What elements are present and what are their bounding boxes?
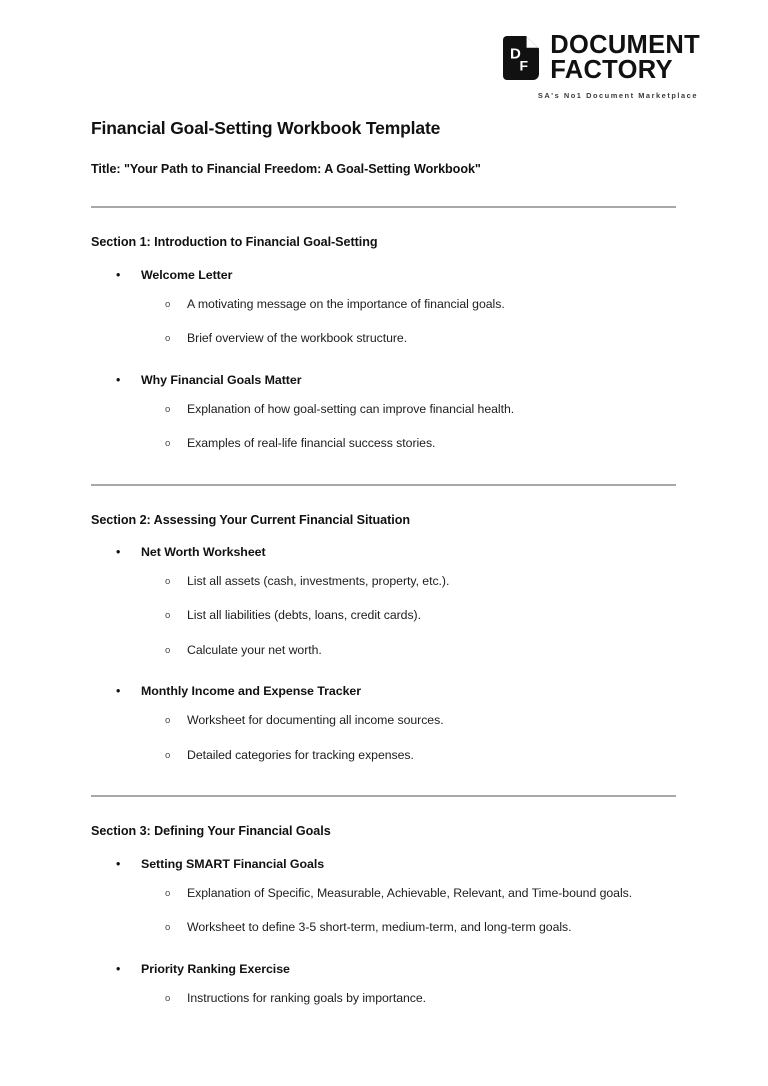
list-item-label: Why Financial Goals Matter	[141, 372, 302, 387]
list-item-label: Setting SMART Financial Goals	[141, 856, 325, 871]
sub-list-item	[141, 710, 676, 732]
brand-logo-row	[503, 33, 700, 82]
item-group-gap	[91, 667, 676, 680]
sub-list-item-text: Examples of real-life financial success stories.	[187, 436, 436, 451]
item-group-gap	[91, 356, 676, 369]
page-title: Financial Goal-Setting Workbook Template	[91, 118, 441, 138]
bullet-disc-icon: •	[116, 961, 121, 976]
list-item-label: Net Worth Worksheet	[141, 544, 266, 559]
sub-list-item	[141, 399, 676, 421]
bullet-circle-icon: o	[165, 887, 171, 899]
svg-text:D: D	[510, 45, 522, 63]
list-item	[91, 264, 676, 350]
document-subtitle: Title: "Your Path to Financial Freedom: A Goal-Setting Workbook"	[91, 161, 481, 176]
sub-list-item	[141, 571, 676, 593]
section-heading: Section 2: Assessing Your Current Financial Situation	[91, 512, 411, 527]
section-item-list	[91, 264, 676, 455]
list-item-label: Welcome Letter	[141, 267, 233, 282]
brand-word-line2: FACTORY	[550, 55, 673, 84]
sub-list-item	[141, 917, 676, 939]
section-heading: Section 3: Defining Your Financial Goals	[91, 824, 331, 839]
svg-text:F: F	[519, 57, 529, 74]
list-item	[91, 958, 676, 1010]
sub-list-item-text: Brief overview of the workbook structure.	[187, 331, 408, 346]
list-item-label: Priority Ranking Exercise	[141, 961, 290, 976]
list-item	[91, 853, 676, 939]
sub-list-item-text: Explanation of how goal-setting can improve financial health.	[187, 401, 515, 416]
sub-list-item	[141, 745, 676, 767]
brand-word-line1: DOCUMENT	[550, 31, 700, 59]
list-item	[91, 541, 676, 662]
section-item-list	[91, 541, 676, 767]
bullet-disc-icon: •	[116, 372, 121, 387]
sub-list-item	[141, 640, 676, 662]
sub-list-item	[141, 883, 676, 905]
bullet-disc-icon: •	[116, 267, 121, 282]
sub-list-item-text: A motivating message on the importance of financial goals.	[187, 296, 505, 311]
bullet-circle-icon: o	[165, 749, 171, 761]
bullet-circle-icon: o	[165, 992, 171, 1004]
section-divider	[91, 206, 676, 208]
sub-item-list	[141, 710, 676, 766]
bullet-circle-icon: o	[165, 575, 171, 587]
sub-list-item	[141, 433, 676, 455]
bullet-circle-icon: o	[165, 715, 171, 727]
bullet-circle-icon: o	[165, 610, 171, 622]
sections-container	[91, 206, 676, 1009]
sub-list-item	[141, 294, 676, 316]
sub-list-item-text: Worksheet to define 3-5 short-term, medium-term, and long-term goals.	[187, 920, 572, 935]
bullet-circle-icon: o	[165, 922, 171, 934]
section-heading: Section 1: Introduction to Financial Goal-Setting	[91, 235, 378, 250]
sub-list-item	[141, 328, 676, 350]
sub-item-list	[141, 988, 676, 1010]
sub-list-item-text: List all assets (cash, investments, property, etc.).	[187, 573, 450, 588]
sub-item-list	[141, 294, 676, 350]
sub-list-item-text: Detailed categories for tracking expenses.	[187, 747, 414, 762]
sub-list-item	[141, 605, 676, 627]
bullet-circle-icon: o	[165, 403, 171, 415]
sub-list-item-text: Instructions for ranking goals by importance.	[187, 990, 427, 1005]
bullet-circle-icon: o	[165, 438, 171, 450]
section-divider	[91, 795, 676, 797]
bullet-disc-icon: •	[116, 544, 121, 559]
section-divider	[91, 484, 676, 486]
brand-tagline: SA's No1 Document Marketplace	[537, 91, 698, 101]
sub-item-list	[141, 883, 676, 939]
section-item-list	[91, 853, 676, 1010]
bullet-circle-icon: o	[165, 298, 171, 310]
sub-list-item-text: Explanation of Specific, Measurable, Achievable, Relevant, and Time-bound goals.	[187, 885, 633, 900]
item-group-gap	[91, 945, 676, 958]
sub-item-list	[141, 399, 676, 455]
bullet-circle-icon: o	[165, 644, 171, 656]
document-factory-logo-icon	[503, 36, 539, 80]
bullet-circle-icon: o	[165, 333, 171, 345]
bullet-disc-icon: •	[116, 684, 121, 699]
bullet-disc-icon: •	[116, 856, 121, 871]
list-item	[91, 680, 676, 766]
document-body	[91, 118, 676, 1015]
brand-wordmark	[550, 33, 700, 82]
sub-list-item	[141, 988, 676, 1010]
sub-list-item-text: List all liabilities (debts, loans, credit cards).	[187, 608, 421, 623]
sub-item-list	[141, 571, 676, 662]
brand-logo	[503, 33, 700, 100]
sub-list-item-text: Calculate your net worth.	[187, 642, 322, 657]
list-item	[91, 369, 676, 455]
list-item-label: Monthly Income and Expense Tracker	[141, 684, 362, 699]
sub-list-item-text: Worksheet for documenting all income sources.	[187, 713, 444, 728]
